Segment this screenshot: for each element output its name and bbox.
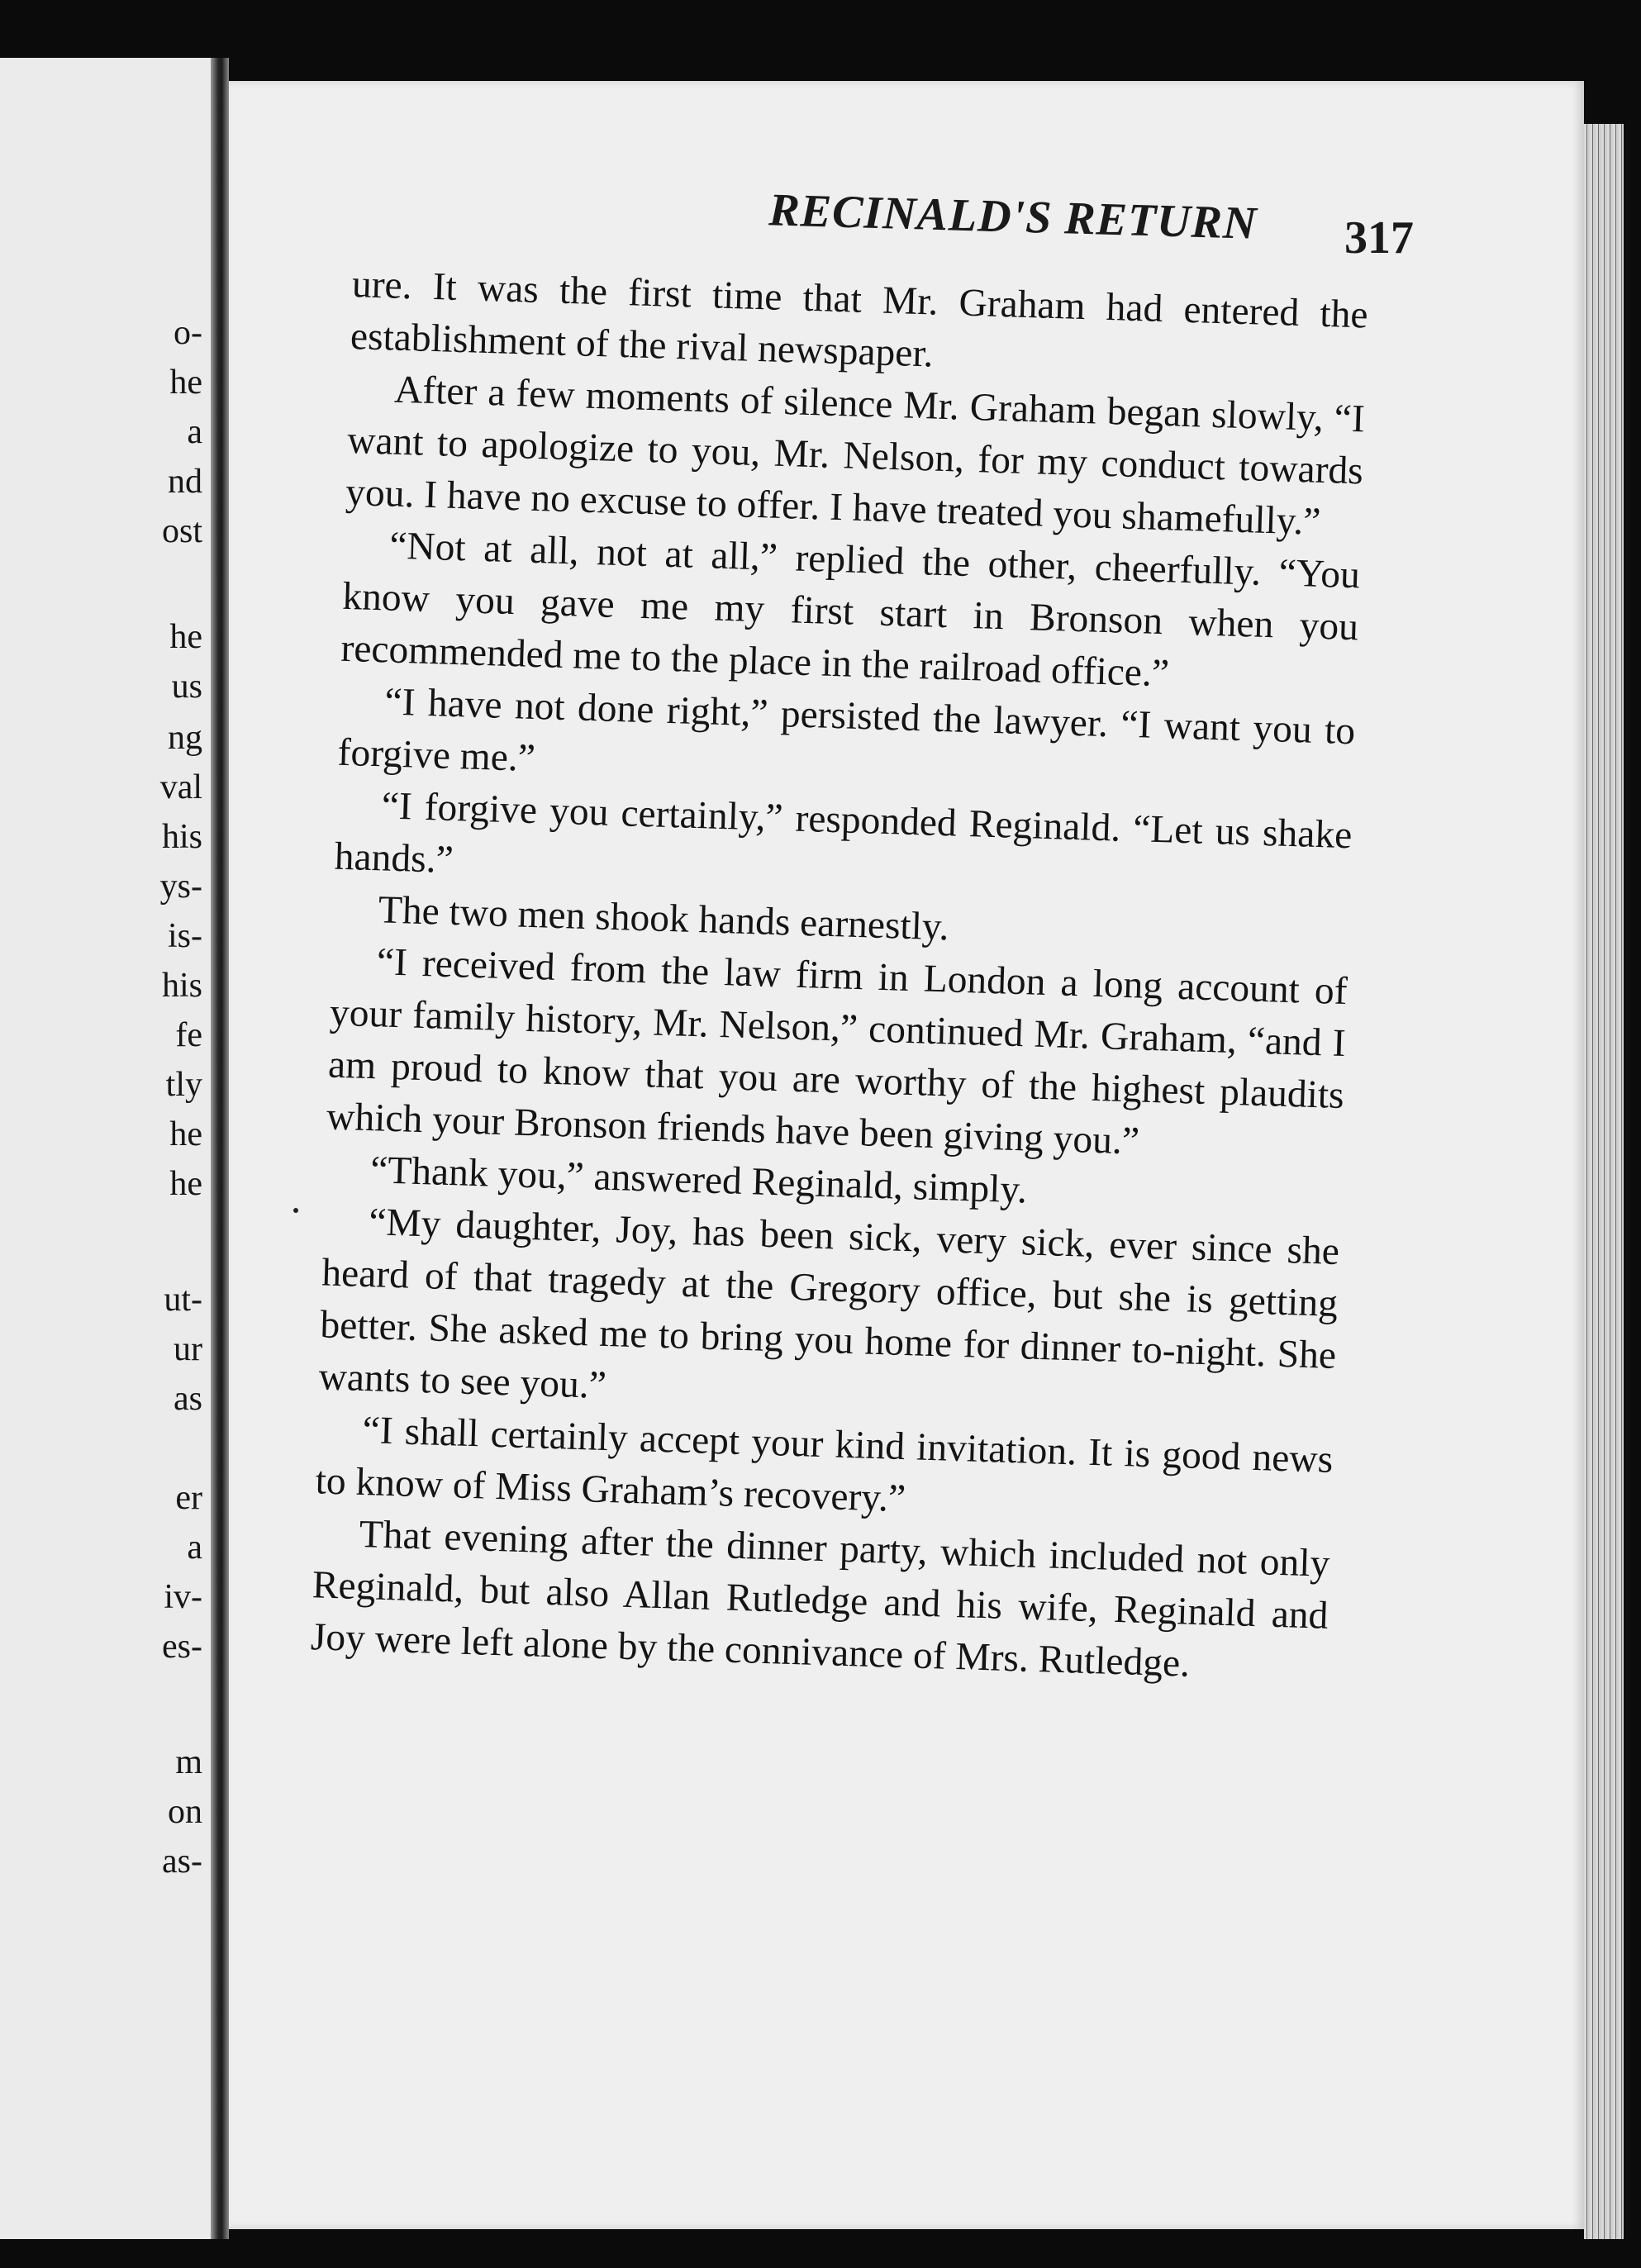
paragraph: That evening after the dinner party, which included not only Reginald, but also Allan Rutledge and his wife, Reginald and Joy were left alone by the connivance of Mrs. Rutledge. <box>310 1512 1331 1686</box>
paragraph: “My daughter, Joy, has been sick, very sick, ever since she heard of that tragedy at the Gregory office, but she is getting better. She asked me to bring you home for dinner to-night. She wants to see you.” <box>317 1201 1340 1407</box>
left-page <box>0 58 211 2239</box>
left-page-fragment: a <box>187 413 202 451</box>
right-page <box>229 81 1584 2229</box>
running-head: RECINALD'S RETURN <box>768 184 1258 250</box>
paragraph: “I received from the law firm in London a long account of your family history, Mr. Nelson,” continued Mr. Graham, “and I am proud to know that you are worthy of the highest plaudits which your Bronson friends have been giving you.” <box>326 940 1348 1163</box>
paragraph: ure. It was the first time that Mr. Graham had entered the establishment of the rival newspaper. <box>350 262 1369 376</box>
left-page-fragment: is- <box>168 917 202 955</box>
left-page-fragment: a <box>187 1529 202 1567</box>
paragraph: “I have not done right,” persisted the lawyer. “I want you to forgive me.” <box>336 680 1356 781</box>
left-page-fragment: ut- <box>164 1281 202 1319</box>
book-gutter <box>211 58 229 2239</box>
left-page-fragment: ys- <box>159 868 202 906</box>
left-page-fragment: es- <box>162 1628 202 1666</box>
stray-ink-dot <box>293 1208 298 1213</box>
page-stack-edge <box>1584 124 1624 2239</box>
left-page-fragment: ng <box>168 719 202 757</box>
left-page-fragment: ost <box>161 512 202 550</box>
left-page-fragment: he <box>169 1165 202 1203</box>
paragraph: The two men shook hands earnestly. <box>378 888 950 949</box>
left-page-fragment: val <box>159 768 202 806</box>
left-page-fragment: fe <box>175 1016 202 1054</box>
left-page-fragment: o- <box>174 314 202 352</box>
left-page-fragment: m <box>175 1743 202 1781</box>
paragraph: “I forgive you certainly,” responded Reginald. “Let us shake hands.” <box>334 784 1353 882</box>
left-page-fragment: his <box>161 818 202 856</box>
paragraph: “I shall certainly accept your kind invitation. It is good news to know of Miss Graham’s recovery.” <box>315 1409 1334 1521</box>
left-page-fragment: as <box>174 1380 202 1418</box>
left-page-fragment: as- <box>162 1842 202 1880</box>
left-page-fragment: he <box>169 364 202 402</box>
left-page-fragment: he <box>169 1115 202 1153</box>
left-page-fragment: tly <box>165 1066 202 1104</box>
left-page-fragment: he <box>169 618 202 656</box>
paragraph: “Thank you,” answered Reginald, simply. <box>369 1148 1028 1212</box>
paragraph: After a few moments of silence Mr. Graham began slowly, “I want to apologize to you, Mr. Nelson, for my conduct towards you. I have no excuse to offer. I have treated you shamefully.” <box>345 368 1366 544</box>
paragraph: “Not at all, not at all,” replied the other, cheerfully. “You know you gave me my first start in Bronson when you recommended me to the place in the railroad office.” <box>340 524 1361 696</box>
left-page-fragment: us <box>171 668 202 706</box>
page-number: 317 <box>1344 212 1414 264</box>
left-page-fragment: ur <box>174 1330 202 1368</box>
body-text <box>310 259 1368 1695</box>
left-page-fragment: his <box>161 967 202 1005</box>
left-page-fragment: nd <box>168 463 202 501</box>
left-page-fragment: iv- <box>164 1578 202 1616</box>
left-page-fragment: er <box>175 1479 202 1517</box>
left-page-fragment: on <box>168 1793 202 1831</box>
